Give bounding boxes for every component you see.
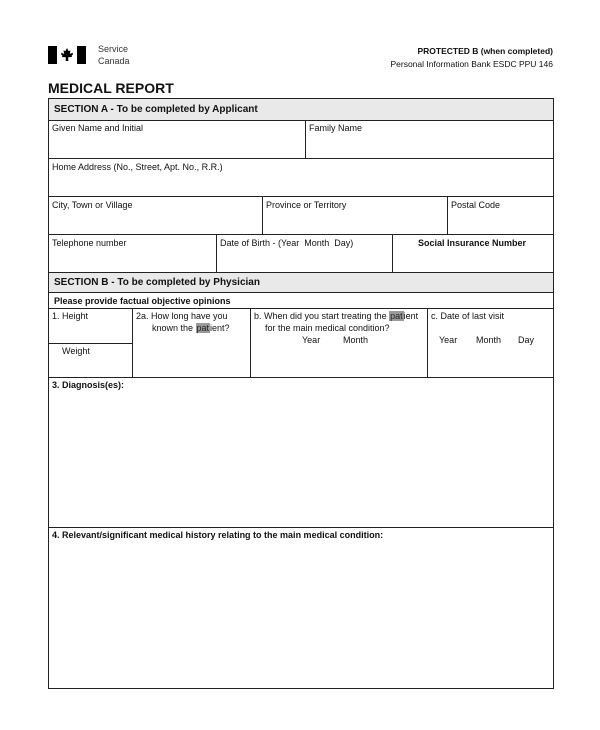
city-label: City, Town or Village bbox=[52, 200, 133, 210]
q2c-year-label: Year bbox=[439, 335, 458, 345]
q2a-highlight: pat bbox=[196, 323, 210, 333]
q2b-month-label: Month bbox=[343, 335, 369, 345]
q2c-month-label: Month bbox=[476, 335, 502, 345]
province-field[interactable] bbox=[263, 197, 447, 234]
q2a-line2-pre: known the bbox=[152, 323, 196, 333]
page-title: MEDICAL REPORT bbox=[48, 80, 174, 96]
q2b-line1 bbox=[254, 311, 418, 321]
q2b-year-label: Year bbox=[302, 335, 321, 345]
q2c-field[interactable] bbox=[428, 309, 553, 377]
q2c-label: c. Date of last visit bbox=[431, 311, 505, 321]
protected-notice: PROTECTED B (when completed) bbox=[417, 46, 553, 56]
agency-name-line2: Canada bbox=[98, 56, 130, 66]
weight-field[interactable] bbox=[49, 344, 132, 377]
diagnosis-field[interactable] bbox=[49, 378, 553, 527]
city-field[interactable] bbox=[49, 197, 262, 234]
given-name-field[interactable] bbox=[49, 121, 305, 158]
medical-history-field[interactable] bbox=[49, 528, 553, 688]
home-address-label: Home Address (No., Street, Apt. No., R.R.) bbox=[52, 162, 223, 172]
weight-label: Weight bbox=[62, 346, 90, 356]
q2b-line1-post: ient bbox=[403, 311, 419, 321]
q2b-highlight: pat bbox=[390, 311, 403, 321]
telephone-field[interactable] bbox=[49, 235, 216, 272]
family-name-field[interactable] bbox=[306, 121, 553, 158]
given-name-label: Given Name and Initial bbox=[52, 123, 144, 133]
q2a-field[interactable] bbox=[133, 309, 250, 377]
q2c-day-label: Day bbox=[518, 335, 535, 345]
q2a-line1: 2a. How long have you bbox=[136, 311, 228, 321]
sin-label: Social Insurance Number bbox=[418, 238, 527, 248]
information-bank: Personal Information Bank ESDC PPU 146 bbox=[390, 59, 553, 69]
height-field[interactable] bbox=[49, 309, 132, 343]
q2a-line2-post: ient? bbox=[210, 323, 230, 333]
home-address-field[interactable] bbox=[49, 159, 553, 196]
height-label: 1. Height bbox=[52, 311, 89, 321]
q2a-line2 bbox=[152, 323, 230, 333]
family-name-label: Family Name bbox=[309, 123, 363, 133]
telephone-label: Telephone number bbox=[52, 238, 127, 248]
medical-history-label: 4. Relevant/significant medical history relating to the main medical condition: bbox=[52, 530, 384, 540]
physician-instruction: Please provide factual objective opinions bbox=[54, 296, 231, 306]
q2b-line2: for the main medical condition? bbox=[265, 323, 390, 333]
maple-leaf-icon bbox=[48, 46, 86, 64]
date-of-birth-label: Date of Birth - (Year Month Day) bbox=[220, 238, 354, 248]
postal-code-field[interactable] bbox=[448, 197, 553, 234]
postal-code-label: Postal Code bbox=[451, 200, 501, 210]
section-b-title: SECTION B - To be completed by Physician bbox=[54, 277, 260, 288]
section-a-title: SECTION A - To be completed by Applicant bbox=[54, 104, 258, 115]
date-of-birth-field[interactable] bbox=[217, 235, 392, 272]
canada-flag-logo bbox=[48, 46, 86, 64]
q2b-line1-pre: b. When did you start treating the bbox=[254, 311, 390, 321]
q2b-field[interactable] bbox=[251, 309, 427, 377]
province-label: Province or Territory bbox=[266, 200, 347, 210]
diagnosis-label: 3. Diagnosis(es): bbox=[52, 380, 125, 390]
agency-name-line1: Service bbox=[98, 44, 129, 54]
sin-field[interactable] bbox=[393, 235, 553, 272]
